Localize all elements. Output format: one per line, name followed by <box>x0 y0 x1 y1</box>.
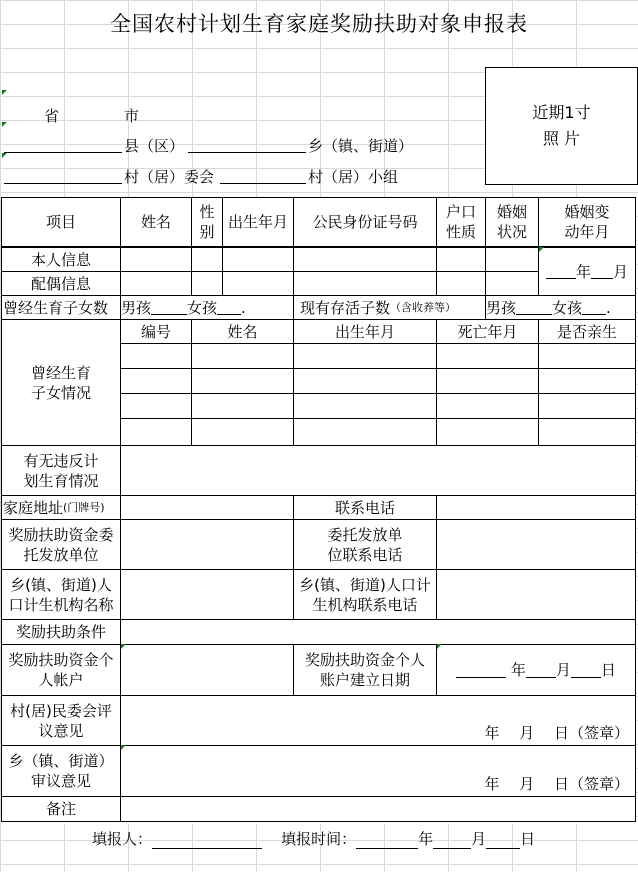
marital-change-date-cell[interactable] <box>538 247 636 296</box>
spouse-id-cell[interactable] <box>293 271 437 296</box>
child-row-cell[interactable] <box>293 418 437 446</box>
agency-phone-cell[interactable] <box>436 569 636 620</box>
children-col-number: 编号 <box>120 319 192 344</box>
children-living-cell[interactable] <box>485 295 636 320</box>
child-row-cell[interactable] <box>191 368 294 394</box>
child-row-cell[interactable] <box>120 393 192 419</box>
child-row-cell[interactable] <box>120 368 192 394</box>
photo-label-line1: 近期1寸 <box>532 103 591 122</box>
fund-unit-phone-cell[interactable] <box>436 519 636 570</box>
children-col-biological: 是否亲生 <box>538 319 636 344</box>
child-row-cell[interactable] <box>538 368 636 394</box>
child-row-cell[interactable] <box>436 343 539 369</box>
row-self-label: 本人信息 <box>1 247 121 272</box>
spouse-name-cell[interactable] <box>120 271 192 296</box>
county-blank[interactable] <box>4 152 122 153</box>
fill-day-blank[interactable] <box>486 834 520 849</box>
cell-comment-marker <box>437 644 442 649</box>
child-row-cell[interactable] <box>436 418 539 446</box>
children-col-death: 死亡年月 <box>436 319 539 344</box>
boy-label-1: 男孩 <box>121 298 152 317</box>
header-id-number: 公民身份证号码 <box>293 197 437 247</box>
photo-label-line2: 照 片 <box>542 129 581 148</box>
village-sign-date: 年 月 日（签章） <box>484 724 629 742</box>
children-living-note: （含收养等） <box>390 300 457 314</box>
row-spouse-label: 配偶信息 <box>1 271 121 296</box>
children-living-label <box>293 295 486 320</box>
header-birth: 出生年月 <box>222 197 294 247</box>
self-hukou-cell[interactable] <box>436 247 486 272</box>
account-date-label: 奖励扶助资金个人 账户建立日期 <box>293 644 437 696</box>
township-sign-date: 年 月 日（签章） <box>484 775 629 793</box>
self-marital-cell[interactable] <box>485 247 539 272</box>
application-form-table <box>2 198 636 824</box>
agency-phone-label: 乡(镇、街道)人口计 生机构联系电话 <box>293 569 437 620</box>
boy-label-2: 男孩 <box>486 298 517 317</box>
cell-comment-marker <box>539 247 544 252</box>
filler-label: 填报人： <box>92 830 153 848</box>
child-row-cell[interactable] <box>191 343 294 369</box>
child-row-cell[interactable] <box>538 393 636 419</box>
village-committee-blank[interactable] <box>4 183 122 184</box>
children-living-text: 现有存活子数 <box>300 298 391 317</box>
children-col-name: 姓名 <box>191 319 294 344</box>
home-address-label <box>1 495 121 520</box>
city-label: 市 <box>124 107 140 125</box>
account-date-cell[interactable] <box>436 644 636 696</box>
remarks-cell[interactable] <box>120 796 636 822</box>
fill-year-label: 年 <box>418 830 434 848</box>
self-birth-cell[interactable] <box>222 247 294 272</box>
filler-blank[interactable] <box>152 834 262 849</box>
cell-comment-marker <box>2 153 7 158</box>
agency-name-cell[interactable] <box>120 569 294 620</box>
fill-day-label: 日 <box>520 830 536 848</box>
fund-unit-label: 奖励扶助资金委 托发放单位 <box>1 519 121 570</box>
children-col-birth: 出生年月 <box>293 319 437 344</box>
self-name-cell[interactable] <box>120 247 192 272</box>
cell-comment-marker <box>121 745 126 750</box>
child-row-cell[interactable] <box>436 368 539 394</box>
cell-comment-marker <box>2 122 7 127</box>
form-title: 全国农村计划生育家庭奖励扶助对象申报表 <box>110 12 528 36</box>
photo-box <box>485 67 638 185</box>
child-row-cell[interactable] <box>538 343 636 369</box>
fill-time-label: 填报时间： <box>281 830 357 848</box>
header-gender: 性 别 <box>191 197 223 247</box>
account-label: 奖励扶助资金个 人帐户 <box>1 644 121 696</box>
account-year-label: 年 <box>510 661 526 679</box>
child-row-cell[interactable] <box>120 418 192 446</box>
conditions-label: 奖励扶助条件 <box>1 619 121 645</box>
home-address-note: (门牌号) <box>63 500 105 514</box>
girl-label-1: 女孩 <box>187 298 218 317</box>
county-label: 县（区） <box>124 137 185 155</box>
children-born-label: 曾经生育子女数 <box>1 295 121 320</box>
child-row-cell[interactable] <box>538 418 636 446</box>
remarks-label: 备注 <box>1 796 121 822</box>
home-address-cell[interactable] <box>120 495 294 520</box>
violation-cell[interactable] <box>120 445 636 496</box>
header-item: 项目 <box>1 197 121 247</box>
child-row-cell[interactable] <box>293 393 437 419</box>
child-row-cell[interactable] <box>120 343 192 369</box>
spouse-gender-cell[interactable] <box>191 271 223 296</box>
township-blank[interactable] <box>188 152 306 153</box>
fill-month-blank[interactable] <box>433 834 471 849</box>
phone-label: 联系电话 <box>293 495 437 520</box>
children-section-label: 曾经生育 子女情况 <box>1 319 121 446</box>
fill-month-label: 月 <box>471 830 487 848</box>
header-hukou: 户口 性质 <box>436 197 486 247</box>
header-marital: 婚姻 状况 <box>485 197 539 247</box>
account-day-label: 日 <box>600 661 616 679</box>
footer-line <box>92 828 535 849</box>
girl-label-2: 女孩 <box>552 298 583 317</box>
spouse-birth-cell[interactable] <box>222 271 294 296</box>
self-id-cell[interactable] <box>293 247 437 272</box>
violation-label: 有无违反计 划生育情况 <box>1 445 121 496</box>
header-marital-change: 婚姻变 动年月 <box>538 197 636 247</box>
fund-unit-cell[interactable] <box>120 519 294 570</box>
village-group-label: 村（居）小组 <box>308 168 399 186</box>
child-row-cell[interactable] <box>191 393 294 419</box>
cell-comment-marker <box>2 90 7 95</box>
children-born-cell[interactable] <box>120 295 294 320</box>
agency-name-label: 乡(镇、街道)人 口计生机构名称 <box>1 569 121 620</box>
village-group-blank[interactable] <box>220 183 306 184</box>
account-cell[interactable] <box>120 644 294 696</box>
township-label: 乡（镇、街道） <box>308 137 414 155</box>
fill-year-blank[interactable] <box>356 834 418 849</box>
conditions-cell[interactable] <box>120 619 636 645</box>
village-opinion-label: 村(居)民委会评 议意见 <box>1 695 121 746</box>
fund-unit-phone-label: 委托发放单 位联系电话 <box>293 519 437 570</box>
child-row-cell[interactable] <box>191 418 294 446</box>
spouse-marital-cell[interactable] <box>485 271 539 296</box>
change-year-label: 年 <box>575 262 591 281</box>
phone-cell[interactable] <box>436 495 636 520</box>
village-opinion-cell[interactable] <box>120 695 636 746</box>
child-row-cell[interactable] <box>293 368 437 394</box>
home-address-text: 家庭地址 <box>3 498 64 517</box>
cell-comment-marker <box>121 644 126 649</box>
account-month-label: 月 <box>555 661 571 679</box>
period-1: . <box>241 298 246 317</box>
child-row-cell[interactable] <box>293 343 437 369</box>
province-label: 省 <box>44 107 60 125</box>
township-opinion-label: 乡（镇、街道） 审议意见 <box>1 745 121 797</box>
period-2: . <box>606 298 611 317</box>
township-opinion-cell[interactable] <box>120 745 636 797</box>
self-gender-cell[interactable] <box>191 247 223 272</box>
child-row-cell[interactable] <box>436 393 539 419</box>
village-committee-label: 村（居）委会 <box>124 168 215 186</box>
change-month-label: 月 <box>613 262 629 281</box>
header-name: 姓名 <box>120 197 192 247</box>
spouse-hukou-cell[interactable] <box>436 271 486 296</box>
